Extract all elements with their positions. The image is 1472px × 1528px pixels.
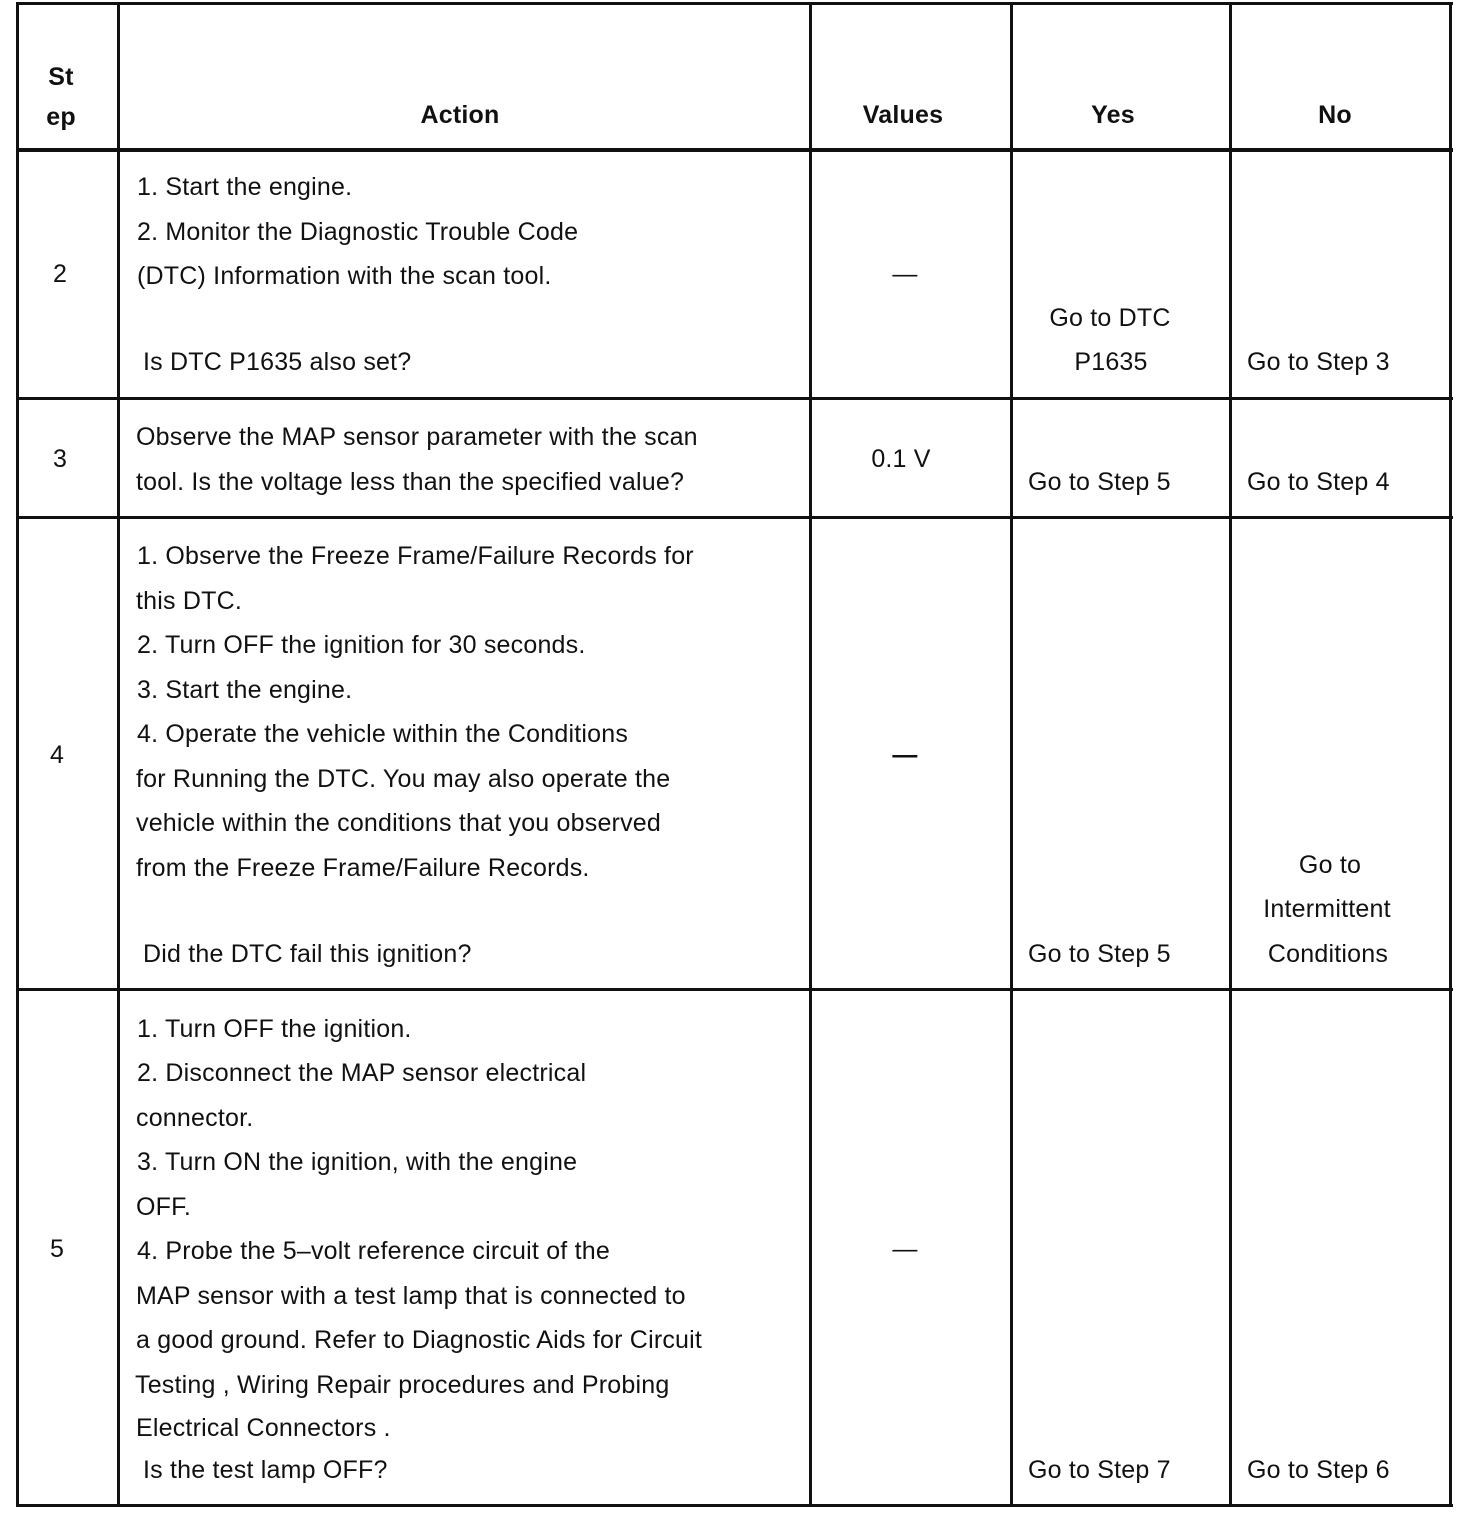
header-action: Action: [420, 101, 500, 129]
action-question: Is the test lamp OFF?: [143, 1456, 388, 1484]
value-cell: —: [892, 741, 918, 769]
column-divider: [809, 2, 812, 1507]
header-step-line1: St: [48, 63, 74, 91]
action-line: a good ground. Refer to Diagnostic Aids for Circuit: [136, 1326, 703, 1354]
action-line: (DTC) Information with the scan tool.: [137, 262, 552, 290]
yes-cell-line: Go to DTC: [1049, 304, 1171, 332]
row-divider: [16, 397, 1453, 400]
action-line: 2. Turn OFF the ignition for 30 seconds.: [137, 631, 586, 659]
action-line: 4. Probe the 5–volt reference circuit of the: [137, 1237, 610, 1265]
action-line: OFF.: [136, 1193, 191, 1221]
action-line: vehicle within the conditions that you observed: [136, 809, 661, 837]
header-divider: [16, 148, 1453, 152]
value-cell: —: [892, 260, 918, 288]
action-line: Electrical Connectors .: [136, 1414, 391, 1442]
header-no: No: [1318, 101, 1352, 129]
yes-cell-line: P1635: [1074, 348, 1148, 376]
action-line: this DTC.: [136, 587, 242, 615]
action-line: tool. Is the voltage less than the specified value?: [136, 468, 685, 496]
action-line: from the Freeze Frame/Failure Records.: [136, 854, 590, 882]
yes-cell-line: Go to Step 5: [1028, 468, 1171, 496]
action-line: Testing , Wiring Repair procedures and Probing: [135, 1371, 670, 1399]
column-divider: [117, 2, 120, 1507]
action-line: MAP sensor with a test lamp that is connected to: [136, 1282, 686, 1310]
action-question: Did the DTC fail this ignition?: [143, 940, 472, 968]
action-line: 3. Turn ON the ignition, with the engine: [137, 1148, 578, 1176]
row-divider: [16, 988, 1453, 991]
table-border-top: [16, 2, 1453, 5]
no-cell-line: Go to Step 6: [1247, 1456, 1390, 1484]
step-number: 3: [52, 445, 68, 473]
column-divider: [16, 2, 19, 1507]
step-number: 2: [52, 260, 68, 288]
action-line: 2. Monitor the Diagnostic Trouble Code: [137, 218, 579, 246]
no-cell-line: Intermittent: [1263, 895, 1391, 923]
column-divider: [1010, 2, 1013, 1507]
header-values: Values: [862, 101, 944, 129]
action-line: connector.: [136, 1104, 254, 1132]
no-cell-line: Go to: [1298, 851, 1362, 879]
header-yes: Yes: [1091, 101, 1135, 129]
no-cell-line: Go to Step 4: [1247, 468, 1390, 496]
action-question: Is DTC P1635 also set?: [143, 348, 412, 376]
action-line: Observe the MAP sensor parameter with the scan: [136, 423, 698, 451]
step-number: 4: [49, 741, 65, 769]
header-step-line2: ep: [46, 103, 76, 131]
yes-cell-line: Go to Step 5: [1028, 940, 1171, 968]
action-line: for Running the DTC. You may also operate the: [136, 765, 671, 793]
value-cell: 0.1 V: [871, 445, 931, 473]
step-number: 5: [49, 1235, 65, 1263]
action-line: 2. Disconnect the MAP sensor electrical: [137, 1059, 587, 1087]
no-cell-line: Conditions: [1267, 940, 1389, 968]
action-line: 3. Start the engine.: [137, 676, 353, 704]
no-cell-line: Go to Step 3: [1247, 348, 1390, 376]
action-line: 1. Start the engine.: [137, 173, 353, 201]
action-line: 1. Turn OFF the ignition.: [137, 1015, 412, 1043]
action-line: 4. Operate the vehicle within the Conditions: [137, 720, 629, 748]
action-line: 1. Observe the Freeze Frame/Failure Records for: [137, 542, 694, 570]
column-divider: [1229, 2, 1232, 1507]
yes-cell-line: Go to Step 7: [1028, 1456, 1171, 1484]
value-cell: —: [892, 1235, 918, 1263]
table-border-bottom: [16, 1504, 1453, 1507]
table-border-right: [1449, 2, 1452, 1507]
row-divider: [16, 516, 1453, 519]
